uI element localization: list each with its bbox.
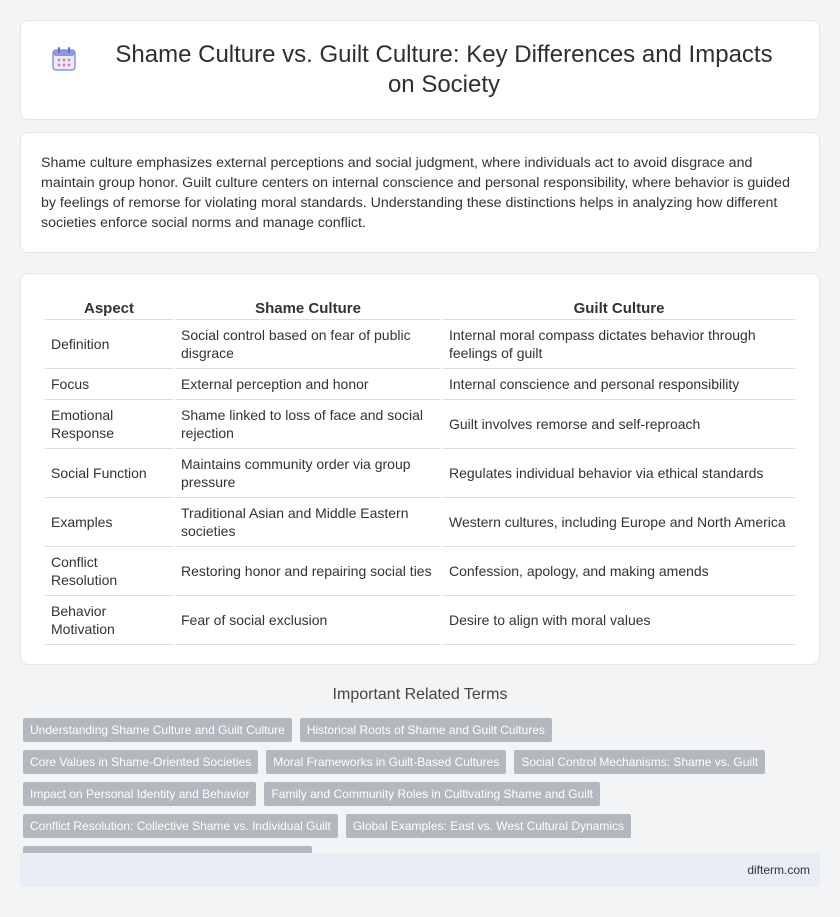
header-aspect: Aspect xyxy=(45,294,173,320)
cell-aspect: Conflict Resolution xyxy=(45,547,173,596)
cell-guilt: Regulates individual behavior via ethical standards xyxy=(443,449,795,498)
comparison-table-card xyxy=(20,273,820,665)
related-term-tag[interactable]: Global Examples: East vs. West Cultural Dynamics xyxy=(346,814,631,838)
cell-aspect: Emotional Response xyxy=(45,400,173,449)
header-guilt-culture: Guilt Culture xyxy=(443,294,795,320)
related-terms-heading: Important Related Terms xyxy=(332,686,508,703)
title-wrap xyxy=(51,40,789,100)
cell-shame: Maintains community order via group pressure xyxy=(175,449,441,498)
title-card xyxy=(20,20,820,120)
cell-shame: Restoring honor and repairing social ties xyxy=(175,547,441,596)
cell-guilt: Confession, apology, and making amends xyxy=(443,547,795,596)
cell-aspect: Social Function xyxy=(45,449,173,498)
related-term-tag[interactable]: Impact on Personal Identity and Behavior xyxy=(23,782,256,806)
cell-aspect: Examples xyxy=(45,498,173,547)
related-term-tag[interactable]: Understanding Shame Culture and Guilt Culture xyxy=(23,718,292,742)
related-term-tag[interactable]: Social Control Mechanisms: Shame vs. Guilt xyxy=(514,750,765,774)
table-row xyxy=(45,400,795,449)
cell-shame: Shame linked to loss of face and social rejection xyxy=(175,400,441,449)
page-title: Shame Culture vs. Guilt Culture: Key Differences and Impacts on Society xyxy=(115,41,773,98)
cell-aspect: Behavior Motivation xyxy=(45,596,173,645)
intro-paragraph: Shame culture emphasizes external perceptions and social judgment, where individuals act to avoid disgrace and maintain group honor. Guilt culture centers on internal conscience and personal responsibility, where behavior is guided by feelings of remorse for violating moral standards. Understanding these distinctions helps in analyzing how different societies enforce social norms and manage conflict. xyxy=(41,155,790,231)
calendar-icon xyxy=(51,46,77,72)
cell-guilt: Internal moral compass dictates behavior through feelings of guilt xyxy=(443,320,795,369)
table-row xyxy=(45,596,795,645)
header-shame-culture: Shame Culture xyxy=(175,294,441,320)
cell-shame: External perception and honor xyxy=(175,369,441,400)
cell-shame: Social control based on fear of public disgrace xyxy=(175,320,441,369)
footer-site-link[interactable]: difterm.com xyxy=(747,863,810,877)
related-term-tag[interactable]: Family and Community Roles in Cultivating Shame and Guilt xyxy=(264,782,599,806)
table-header-row xyxy=(45,294,795,320)
comparison-table xyxy=(43,294,797,645)
intro-card xyxy=(20,132,820,253)
cell-aspect: Focus xyxy=(45,369,173,400)
related-term-tag[interactable]: Historical Roots of Shame and Guilt Cultures xyxy=(300,718,552,742)
cell-shame: Traditional Asian and Middle Eastern societies xyxy=(175,498,441,547)
related-term-tag[interactable]: Conflict Resolution: Collective Shame vs. Individual Guilt xyxy=(23,814,338,838)
table-row xyxy=(45,320,795,369)
related-term-tag[interactable]: Moral Frameworks in Guilt-Based Cultures xyxy=(266,750,506,774)
table-row xyxy=(45,369,795,400)
cell-guilt: Desire to align with moral values xyxy=(443,596,795,645)
cell-guilt: Western cultures, including Europe and North America xyxy=(443,498,795,547)
table-row xyxy=(45,449,795,498)
table-row xyxy=(45,498,795,547)
cell-shame: Fear of social exclusion xyxy=(175,596,441,645)
related-term-tag[interactable]: Core Values in Shame-Oriented Societies xyxy=(23,750,258,774)
cell-guilt: Guilt involves remorse and self-reproach xyxy=(443,400,795,449)
cell-guilt: Internal conscience and personal responsibility xyxy=(443,369,795,400)
table-row xyxy=(45,547,795,596)
cell-aspect: Definition xyxy=(45,320,173,369)
footer xyxy=(20,853,820,887)
